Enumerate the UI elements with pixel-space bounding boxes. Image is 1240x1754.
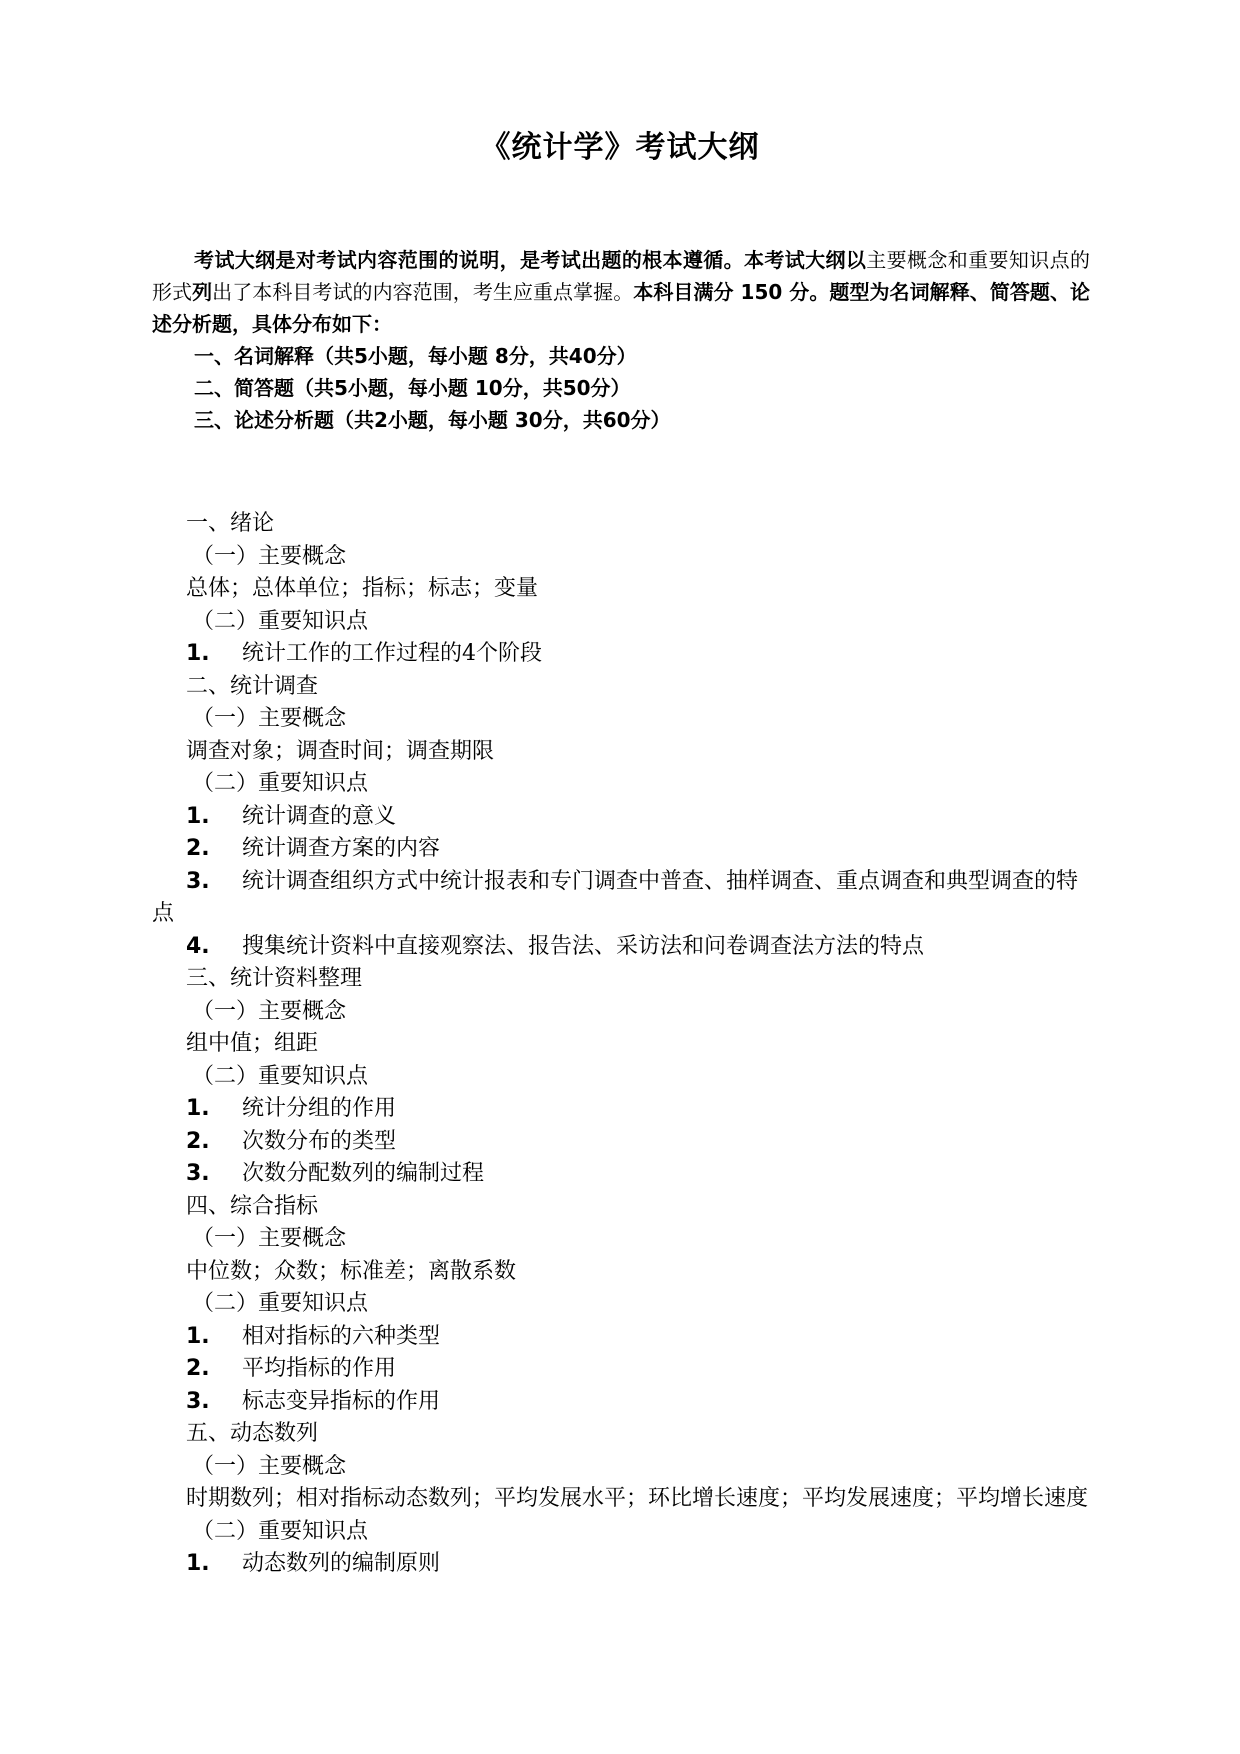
subsection-knowledge: （二）重要知识点 xyxy=(192,608,369,634)
item-text: 统计调查的意义 xyxy=(242,803,397,829)
concepts-list: 中位数；众数；标准差；离散系数 xyxy=(186,1258,517,1284)
item-text: 动态数列的编制原则 xyxy=(242,1551,441,1576)
document-title: 《统计学》考试大纲 xyxy=(480,130,760,165)
item-number: 2. xyxy=(186,1356,210,1381)
syllabus-outline xyxy=(152,508,1092,1581)
item-number: 3. xyxy=(186,1161,210,1186)
subsection-concepts: （一）主要概念 xyxy=(192,1453,347,1479)
item-number: 2. xyxy=(186,836,210,861)
item-number: 1. xyxy=(186,1323,210,1349)
intro-bold-1: 考试大纲是对考试内容范围的说明，是考试出题的根本遵循。本考试大纲以 xyxy=(194,248,867,272)
knowledge-item xyxy=(152,638,1092,671)
item-number: 3. xyxy=(186,1388,210,1414)
item-number: 1. xyxy=(186,641,210,666)
item-text: 标志变异指标的作用 xyxy=(242,1388,441,1414)
item-text: 统计调查组织方式中统计报表和专门调查中普查、抽样调查、重点调查和典型调查的特点 xyxy=(152,868,1079,926)
subsection-concepts: （一）主要概念 xyxy=(192,998,347,1024)
item-number: 1. xyxy=(186,1096,210,1121)
item-text: 相对指标的六种类型 xyxy=(242,1323,441,1349)
knowledge-item xyxy=(152,1548,1092,1581)
item-text: 平均指标的作用 xyxy=(242,1356,397,1381)
item-number: 1. xyxy=(186,803,210,829)
knowledge-item xyxy=(152,1126,1092,1159)
knowledge-item xyxy=(152,1093,1092,1126)
item-text: 次数分布的类型 xyxy=(242,1128,397,1154)
section-title: 二、统计调查 xyxy=(186,673,319,699)
concepts-list: 调查对象；调查时间；调查期限 xyxy=(186,738,495,764)
section-title: 三、统计资料整理 xyxy=(186,966,363,991)
section-title: 一、绪论 xyxy=(186,511,275,536)
subsection-knowledge: （二）重要知识点 xyxy=(192,771,369,796)
knowledge-item xyxy=(152,931,1092,964)
question-type-3: 三、论述分析题（共2小题，每小题 30分，共60分） xyxy=(194,408,671,432)
knowledge-item xyxy=(152,801,1092,834)
subsection-knowledge: （二）重要知识点 xyxy=(192,1518,369,1544)
knowledge-item xyxy=(152,1386,1092,1419)
section-title: 五、动态数列 xyxy=(186,1421,319,1446)
subsection-concepts: （一）主要概念 xyxy=(192,543,347,569)
subsection-knowledge: （二）重要知识点 xyxy=(192,1063,369,1089)
item-text: 统计工作的工作过程的4个阶段 xyxy=(242,641,542,666)
concepts-list: 组中值；组距 xyxy=(186,1031,319,1056)
subsection-concepts: （一）主要概念 xyxy=(192,706,347,731)
knowledge-item xyxy=(152,866,1092,931)
intro-bold-2: 列 xyxy=(192,280,213,304)
item-text: 搜集统计资料中直接观察法、报告法、采访法和问卷调查法方法的特点 xyxy=(242,933,925,959)
item-text: 次数分配数列的编制过程 xyxy=(242,1161,485,1186)
item-number: 3. xyxy=(186,868,210,894)
knowledge-item xyxy=(152,1158,1092,1191)
concepts-list: 时期数列；相对指标动态数列；平均发展水平；环比增长速度；平均发展速度；平均增长速度 xyxy=(186,1486,1089,1511)
concepts-list: 总体；总体单位；指标；标志；变量 xyxy=(186,576,539,601)
question-type-2: 二、简答题（共5小题，每小题 10分，共50分） xyxy=(194,376,631,400)
question-type-1: 一、名词解释（共5小题，每小题 8分，共40分） xyxy=(194,344,637,368)
item-number: 1. xyxy=(186,1551,210,1576)
intro-normal-2: 出了本科目考试的内容范围，考生应重点掌握。 xyxy=(212,280,634,304)
intro-paragraph xyxy=(152,244,1090,340)
knowledge-item xyxy=(152,1353,1092,1386)
item-number: 2. xyxy=(186,1128,210,1154)
intro-normal-1: 主要概念和重要知识点的形式 xyxy=(152,248,1091,304)
knowledge-item xyxy=(152,833,1092,866)
knowledge-item xyxy=(152,1321,1092,1354)
item-text: 统计调查方案的内容 xyxy=(242,836,441,861)
section-title: 四、综合指标 xyxy=(186,1193,319,1219)
intro-bold-3: 本科目满分 150 分。题型为名词解释、简答题、论述分析题，具体分布如下： xyxy=(152,280,1091,336)
item-text: 统计分组的作用 xyxy=(242,1096,397,1121)
subsection-concepts: （一）主要概念 xyxy=(192,1226,347,1251)
subsection-knowledge: （二）重要知识点 xyxy=(192,1291,369,1316)
item-number: 4. xyxy=(186,933,210,959)
